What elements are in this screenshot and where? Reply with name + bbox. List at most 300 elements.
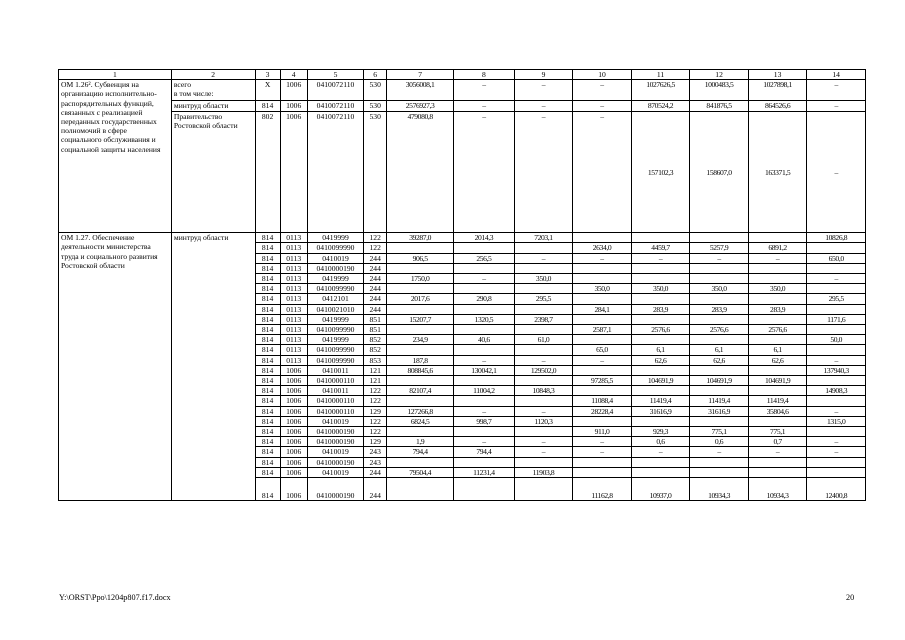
table-cell: 50,0 bbox=[807, 335, 866, 345]
table-cell: 814 bbox=[255, 263, 280, 273]
table-cell bbox=[387, 457, 454, 467]
table-cell bbox=[748, 416, 807, 426]
table-cell bbox=[748, 274, 807, 284]
table-cell: – bbox=[514, 253, 573, 263]
table-cell: 243 bbox=[364, 457, 387, 467]
column-header: 1 bbox=[59, 70, 172, 80]
table-cell bbox=[454, 427, 515, 437]
table-cell: – bbox=[807, 80, 866, 101]
table-cell bbox=[573, 365, 632, 375]
table-cell bbox=[631, 467, 690, 477]
column-header: 14 bbox=[807, 70, 866, 80]
table-cell: 65,0 bbox=[573, 345, 632, 355]
table-cell: 1006 bbox=[280, 447, 307, 457]
table-cell: 129502,0 bbox=[514, 365, 573, 375]
table-cell: 137940,3 bbox=[807, 365, 866, 375]
table-cell: 0113 bbox=[280, 263, 307, 273]
table-cell: 129 bbox=[364, 406, 387, 416]
table-cell: 2014,3 bbox=[454, 233, 515, 243]
executor-cell: всего в том числе: bbox=[171, 80, 255, 101]
table-cell: 244 bbox=[364, 478, 387, 501]
table-cell: 1,9 bbox=[387, 437, 454, 447]
table-cell bbox=[454, 457, 515, 467]
table-cell: 0410099990 bbox=[307, 284, 363, 294]
table-cell: 0410019 bbox=[307, 253, 363, 263]
column-header: 4 bbox=[280, 70, 307, 80]
table-cell: – bbox=[631, 447, 690, 457]
footer-page-number: 20 bbox=[846, 593, 855, 602]
table-cell bbox=[454, 325, 515, 335]
table-cell: 10934,3 bbox=[690, 478, 749, 501]
table-cell: 808845,6 bbox=[387, 365, 454, 375]
table-cell bbox=[748, 457, 807, 467]
executor-cell: минтруд области bbox=[171, 101, 255, 112]
table-cell bbox=[690, 457, 749, 467]
table-cell bbox=[807, 376, 866, 386]
table-cell: – bbox=[454, 406, 515, 416]
table-row bbox=[59, 233, 866, 243]
table-cell: 0113 bbox=[280, 304, 307, 314]
table-cell: 0410072110 bbox=[307, 112, 363, 233]
table-cell: 0113 bbox=[280, 335, 307, 345]
table-row bbox=[59, 80, 866, 101]
table-cell bbox=[454, 284, 515, 294]
column-header: 12 bbox=[690, 70, 749, 80]
table-cell bbox=[573, 386, 632, 396]
table-cell: 15207,7 bbox=[387, 314, 454, 324]
table-cell: 0410099990 bbox=[307, 345, 363, 355]
table-cell: 10848,3 bbox=[514, 386, 573, 396]
table-cell: 11004,2 bbox=[454, 386, 515, 396]
table-cell bbox=[631, 416, 690, 426]
table-cell: 530 bbox=[364, 101, 387, 112]
table-cell: 6,1 bbox=[631, 345, 690, 355]
table-cell bbox=[573, 416, 632, 426]
table-cell: 1006 bbox=[280, 112, 307, 233]
table-cell: – bbox=[514, 80, 573, 101]
table-cell: 1320,5 bbox=[454, 314, 515, 324]
table-cell bbox=[807, 427, 866, 437]
table-cell: 39287,0 bbox=[387, 233, 454, 243]
table-cell: 814 bbox=[255, 284, 280, 294]
table-cell bbox=[514, 304, 573, 314]
table-cell: 911,0 bbox=[573, 427, 632, 437]
table-cell: 104691,9 bbox=[690, 376, 749, 386]
table-cell: 0410000110 bbox=[307, 406, 363, 416]
table-cell bbox=[690, 335, 749, 345]
table-cell: 283,9 bbox=[690, 304, 749, 314]
table-cell: 11162,8 bbox=[573, 478, 632, 501]
table-cell: 284,1 bbox=[573, 304, 632, 314]
table-cell: 163371,5 bbox=[748, 112, 807, 233]
table-cell: 10937,0 bbox=[631, 478, 690, 501]
column-header: 6 bbox=[364, 70, 387, 80]
table-cell bbox=[573, 314, 632, 324]
table-cell: 295,5 bbox=[807, 294, 866, 304]
table-cell: 157102,3 bbox=[631, 112, 690, 233]
table-cell: 794,4 bbox=[387, 447, 454, 457]
table-cell bbox=[387, 304, 454, 314]
table-cell: 1171,6 bbox=[807, 314, 866, 324]
table-cell: 814 bbox=[255, 243, 280, 253]
table-cell: 1027898,1 bbox=[748, 80, 807, 101]
table-cell: 350,0 bbox=[690, 284, 749, 294]
table-cell bbox=[387, 263, 454, 273]
table-cell: 814 bbox=[255, 314, 280, 324]
table-cell: 814 bbox=[255, 253, 280, 263]
table-cell: – bbox=[807, 101, 866, 112]
table-cell: 243 bbox=[364, 447, 387, 457]
table-cell bbox=[514, 376, 573, 386]
table-cell: 0,6 bbox=[631, 437, 690, 447]
table-cell bbox=[631, 274, 690, 284]
column-header: 13 bbox=[748, 70, 807, 80]
column-header: 8 bbox=[454, 70, 515, 80]
table-cell: 1006 bbox=[280, 396, 307, 406]
table-cell: 929,3 bbox=[631, 427, 690, 437]
table-cell bbox=[387, 427, 454, 437]
table-cell bbox=[631, 233, 690, 243]
table-cell: 814 bbox=[255, 386, 280, 396]
table-cell: 814 bbox=[255, 478, 280, 501]
table-cell bbox=[748, 467, 807, 477]
table-cell: 1006 bbox=[280, 416, 307, 426]
table-cell: 775,1 bbox=[690, 427, 749, 437]
table-cell: 62,6 bbox=[690, 355, 749, 365]
table-cell: 0410011 bbox=[307, 386, 363, 396]
footer-file-path: Y:\ORST\Ppo\1204p807.f17.docx bbox=[59, 593, 171, 602]
table-cell: 2587,1 bbox=[573, 325, 632, 335]
table-cell: 1006 bbox=[280, 101, 307, 112]
table-cell: 11903,8 bbox=[514, 467, 573, 477]
table-cell bbox=[514, 427, 573, 437]
table-cell: 6,1 bbox=[690, 345, 749, 355]
table-cell bbox=[573, 457, 632, 467]
table-cell bbox=[690, 365, 749, 375]
table-cell: 0410099990 bbox=[307, 243, 363, 253]
table-cell: 0113 bbox=[280, 233, 307, 243]
table-cell: 11419,4 bbox=[631, 396, 690, 406]
table-cell bbox=[514, 457, 573, 467]
table-cell: – bbox=[454, 112, 515, 233]
table-cell: – bbox=[514, 447, 573, 457]
table-cell: 2017,6 bbox=[387, 294, 454, 304]
table-cell bbox=[631, 294, 690, 304]
table-cell: 6,1 bbox=[748, 345, 807, 355]
table-cell: 14908,3 bbox=[807, 386, 866, 396]
table-cell: 1027626,5 bbox=[631, 80, 690, 101]
table-cell bbox=[748, 263, 807, 273]
table-cell: – bbox=[807, 406, 866, 416]
table-cell: 283,9 bbox=[631, 304, 690, 314]
table-cell: – bbox=[514, 355, 573, 365]
column-header: 10 bbox=[573, 70, 632, 80]
table-cell: 906,5 bbox=[387, 253, 454, 263]
table-cell: 122 bbox=[364, 233, 387, 243]
table-cell: 31616,9 bbox=[690, 406, 749, 416]
table-cell bbox=[690, 233, 749, 243]
table-cell: 1006 bbox=[280, 386, 307, 396]
table-cell: 794,4 bbox=[454, 447, 515, 457]
table-cell bbox=[454, 345, 515, 355]
table-cell: 1315,0 bbox=[807, 416, 866, 426]
column-header: 3 bbox=[255, 70, 280, 80]
table-cell bbox=[387, 376, 454, 386]
table-cell bbox=[454, 478, 515, 501]
table-cell bbox=[807, 396, 866, 406]
table-cell bbox=[387, 396, 454, 406]
table-cell: – bbox=[514, 101, 573, 112]
table-cell: 1120,3 bbox=[514, 416, 573, 426]
table-cell: 775,1 bbox=[748, 427, 807, 437]
event-name: ОМ 1.27. Обеспечение деятельности министерства труда и социального развития Ростовской области bbox=[59, 233, 172, 501]
column-header: 7 bbox=[387, 70, 454, 80]
table-cell: 11088,4 bbox=[573, 396, 632, 406]
table-row bbox=[59, 112, 866, 233]
table-cell bbox=[807, 263, 866, 273]
table-cell: 130042,1 bbox=[454, 365, 515, 375]
table-cell: 295,5 bbox=[514, 294, 573, 304]
table-cell: – bbox=[690, 447, 749, 457]
table-cell: 0113 bbox=[280, 243, 307, 253]
table-cell: 814 bbox=[255, 355, 280, 365]
table-cell: 0419999 bbox=[307, 233, 363, 243]
table-cell: 0410011 bbox=[307, 365, 363, 375]
budget-table bbox=[58, 69, 866, 501]
table-cell bbox=[514, 478, 573, 501]
table-cell bbox=[387, 284, 454, 294]
table-cell: 0410019 bbox=[307, 467, 363, 477]
table-cell bbox=[748, 314, 807, 324]
table-cell: 814 bbox=[255, 447, 280, 457]
table-cell: 814 bbox=[255, 101, 280, 112]
table-cell: 350,0 bbox=[631, 284, 690, 294]
table-cell: 0,6 bbox=[690, 437, 749, 447]
table-cell: – bbox=[807, 437, 866, 447]
table-cell: 0113 bbox=[280, 253, 307, 263]
table-cell: 814 bbox=[255, 406, 280, 416]
table-cell: 814 bbox=[255, 345, 280, 355]
table-cell: 350,0 bbox=[573, 284, 632, 294]
table-cell: 244 bbox=[364, 263, 387, 273]
table-cell: 0410000190 bbox=[307, 437, 363, 447]
table-cell: 244 bbox=[364, 294, 387, 304]
table-cell bbox=[573, 335, 632, 345]
table-cell bbox=[807, 243, 866, 253]
table-cell: 0419999 bbox=[307, 274, 363, 284]
table-cell: 814 bbox=[255, 457, 280, 467]
table-cell: – bbox=[748, 447, 807, 457]
table-cell: 1006 bbox=[280, 406, 307, 416]
table-cell: 1000483,5 bbox=[690, 80, 749, 101]
table-cell: 121 bbox=[364, 376, 387, 386]
table-cell bbox=[690, 274, 749, 284]
table-cell: 1006 bbox=[280, 437, 307, 447]
table-cell: – bbox=[514, 112, 573, 233]
table-cell bbox=[748, 335, 807, 345]
table-cell: Х bbox=[255, 80, 280, 101]
table-cell: – bbox=[454, 101, 515, 112]
table-cell: 127266,8 bbox=[387, 406, 454, 416]
table-cell: 814 bbox=[255, 376, 280, 386]
table-cell bbox=[631, 263, 690, 273]
table-cell: 1006 bbox=[280, 478, 307, 501]
table-row bbox=[59, 101, 866, 112]
table-cell: 814 bbox=[255, 467, 280, 477]
table-cell: – bbox=[631, 253, 690, 263]
table-cell: – bbox=[573, 447, 632, 457]
table-cell: 0410000110 bbox=[307, 376, 363, 386]
table-cell: 0419999 bbox=[307, 314, 363, 324]
header-row bbox=[59, 70, 866, 80]
table-cell bbox=[807, 345, 866, 355]
table-cell: 998,7 bbox=[454, 416, 515, 426]
table-cell: 802 bbox=[255, 112, 280, 233]
table-cell bbox=[514, 284, 573, 294]
table-cell: 0113 bbox=[280, 274, 307, 284]
table-cell: 244 bbox=[364, 284, 387, 294]
table-cell: 283,9 bbox=[748, 304, 807, 314]
table-cell: 814 bbox=[255, 304, 280, 314]
table-cell: 6824,5 bbox=[387, 416, 454, 426]
table-cell: 2398,7 bbox=[514, 314, 573, 324]
table-cell bbox=[514, 345, 573, 355]
table-cell bbox=[807, 304, 866, 314]
table-cell bbox=[387, 325, 454, 335]
table-cell: 28228,4 bbox=[573, 406, 632, 416]
table-cell: 350,0 bbox=[514, 274, 573, 284]
table-cell: 0410072110 bbox=[307, 101, 363, 112]
table-cell: 4459,7 bbox=[631, 243, 690, 253]
table-cell bbox=[573, 274, 632, 284]
table-cell: 0113 bbox=[280, 294, 307, 304]
table-cell: – bbox=[807, 447, 866, 457]
table-cell: 870524,2 bbox=[631, 101, 690, 112]
table-cell bbox=[514, 263, 573, 273]
table-cell: 864526,6 bbox=[748, 101, 807, 112]
table-cell: 11231,4 bbox=[454, 467, 515, 477]
table-cell: 0113 bbox=[280, 355, 307, 365]
table-cell: – bbox=[454, 355, 515, 365]
table-cell: 3056008,1 bbox=[387, 80, 454, 101]
table-cell: 814 bbox=[255, 274, 280, 284]
table-cell: 1006 bbox=[280, 457, 307, 467]
table-cell: 1006 bbox=[280, 427, 307, 437]
table-cell: 0113 bbox=[280, 314, 307, 324]
table-cell: 122 bbox=[364, 416, 387, 426]
column-header: 5 bbox=[307, 70, 363, 80]
table-cell bbox=[454, 243, 515, 253]
table-cell: 12400,8 bbox=[807, 478, 866, 501]
table-cell: 0410000190 bbox=[307, 478, 363, 501]
table-cell: 122 bbox=[364, 243, 387, 253]
table-cell: – bbox=[573, 80, 632, 101]
table-cell bbox=[387, 243, 454, 253]
table-cell: 122 bbox=[364, 427, 387, 437]
table-cell bbox=[807, 325, 866, 335]
table-cell: 122 bbox=[364, 396, 387, 406]
table-cell bbox=[807, 284, 866, 294]
table-cell: 62,6 bbox=[748, 355, 807, 365]
table-cell: 0410021010 bbox=[307, 304, 363, 314]
table-cell: 2576,6 bbox=[690, 325, 749, 335]
table-cell: 104691,9 bbox=[748, 376, 807, 386]
table-cell: 2634,0 bbox=[573, 243, 632, 253]
table-cell: – bbox=[514, 437, 573, 447]
table-cell: 851 bbox=[364, 314, 387, 324]
table-cell: 0419999 bbox=[307, 335, 363, 345]
table-cell: 814 bbox=[255, 396, 280, 406]
table-cell: 0410019 bbox=[307, 447, 363, 457]
table-cell bbox=[631, 314, 690, 324]
table-cell: – bbox=[573, 101, 632, 112]
table-cell: 0113 bbox=[280, 345, 307, 355]
table-cell: 0410019 bbox=[307, 416, 363, 426]
table-cell: 530 bbox=[364, 112, 387, 233]
table-cell bbox=[454, 263, 515, 273]
table-cell: 814 bbox=[255, 365, 280, 375]
table-cell: 479080,8 bbox=[387, 112, 454, 233]
table-cell: 129 bbox=[364, 437, 387, 447]
table-cell bbox=[748, 294, 807, 304]
table-cell: 0410099990 bbox=[307, 325, 363, 335]
table-cell: 82107,4 bbox=[387, 386, 454, 396]
table-cell bbox=[690, 314, 749, 324]
table-cell bbox=[387, 478, 454, 501]
executor-cell: Правительство Ростовской области bbox=[171, 112, 255, 233]
table-cell bbox=[690, 416, 749, 426]
executor-cell: минтруд области bbox=[171, 233, 255, 501]
table-cell: 11419,4 bbox=[690, 396, 749, 406]
table-cell: – bbox=[807, 274, 866, 284]
table-cell: 244 bbox=[364, 467, 387, 477]
table-cell: 1006 bbox=[280, 365, 307, 375]
table-cell: – bbox=[690, 253, 749, 263]
table-cell: 650,0 bbox=[807, 253, 866, 263]
table-cell: 79504,4 bbox=[387, 467, 454, 477]
table-cell: 10934,3 bbox=[748, 478, 807, 501]
column-header: 9 bbox=[514, 70, 573, 80]
table-cell: 31616,9 bbox=[631, 406, 690, 416]
table-cell: 0410000110 bbox=[307, 396, 363, 406]
table-cell bbox=[690, 467, 749, 477]
table-cell: – bbox=[573, 253, 632, 263]
event-name: ОМ 1.26². Субвенция на организацию исполнительно-распорядительных функций, связанных с реализацией переданных государственных полномочий в сфере социального обслуживания и социальной защиты населения bbox=[59, 80, 172, 233]
table-cell: – bbox=[573, 437, 632, 447]
table-cell bbox=[690, 263, 749, 273]
table-cell: 10826,8 bbox=[807, 233, 866, 243]
table-cell bbox=[631, 386, 690, 396]
table-cell: 97285,5 bbox=[573, 376, 632, 386]
table-cell: 290,8 bbox=[454, 294, 515, 304]
table-cell bbox=[690, 386, 749, 396]
table-cell bbox=[454, 396, 515, 406]
table-cell: – bbox=[807, 355, 866, 365]
table-cell bbox=[807, 457, 866, 467]
table-cell: 852 bbox=[364, 345, 387, 355]
table-cell: 0410000190 bbox=[307, 457, 363, 467]
table-cell: 2576927,3 bbox=[387, 101, 454, 112]
table-cell: 5257,9 bbox=[690, 243, 749, 253]
table-cell: 40,6 bbox=[454, 335, 515, 345]
table-cell bbox=[748, 386, 807, 396]
table-cell: 814 bbox=[255, 233, 280, 243]
table-cell: 121 bbox=[364, 365, 387, 375]
table-cell: 814 bbox=[255, 427, 280, 437]
table-cell: 1006 bbox=[280, 80, 307, 101]
table-cell bbox=[573, 233, 632, 243]
table-cell bbox=[573, 294, 632, 304]
